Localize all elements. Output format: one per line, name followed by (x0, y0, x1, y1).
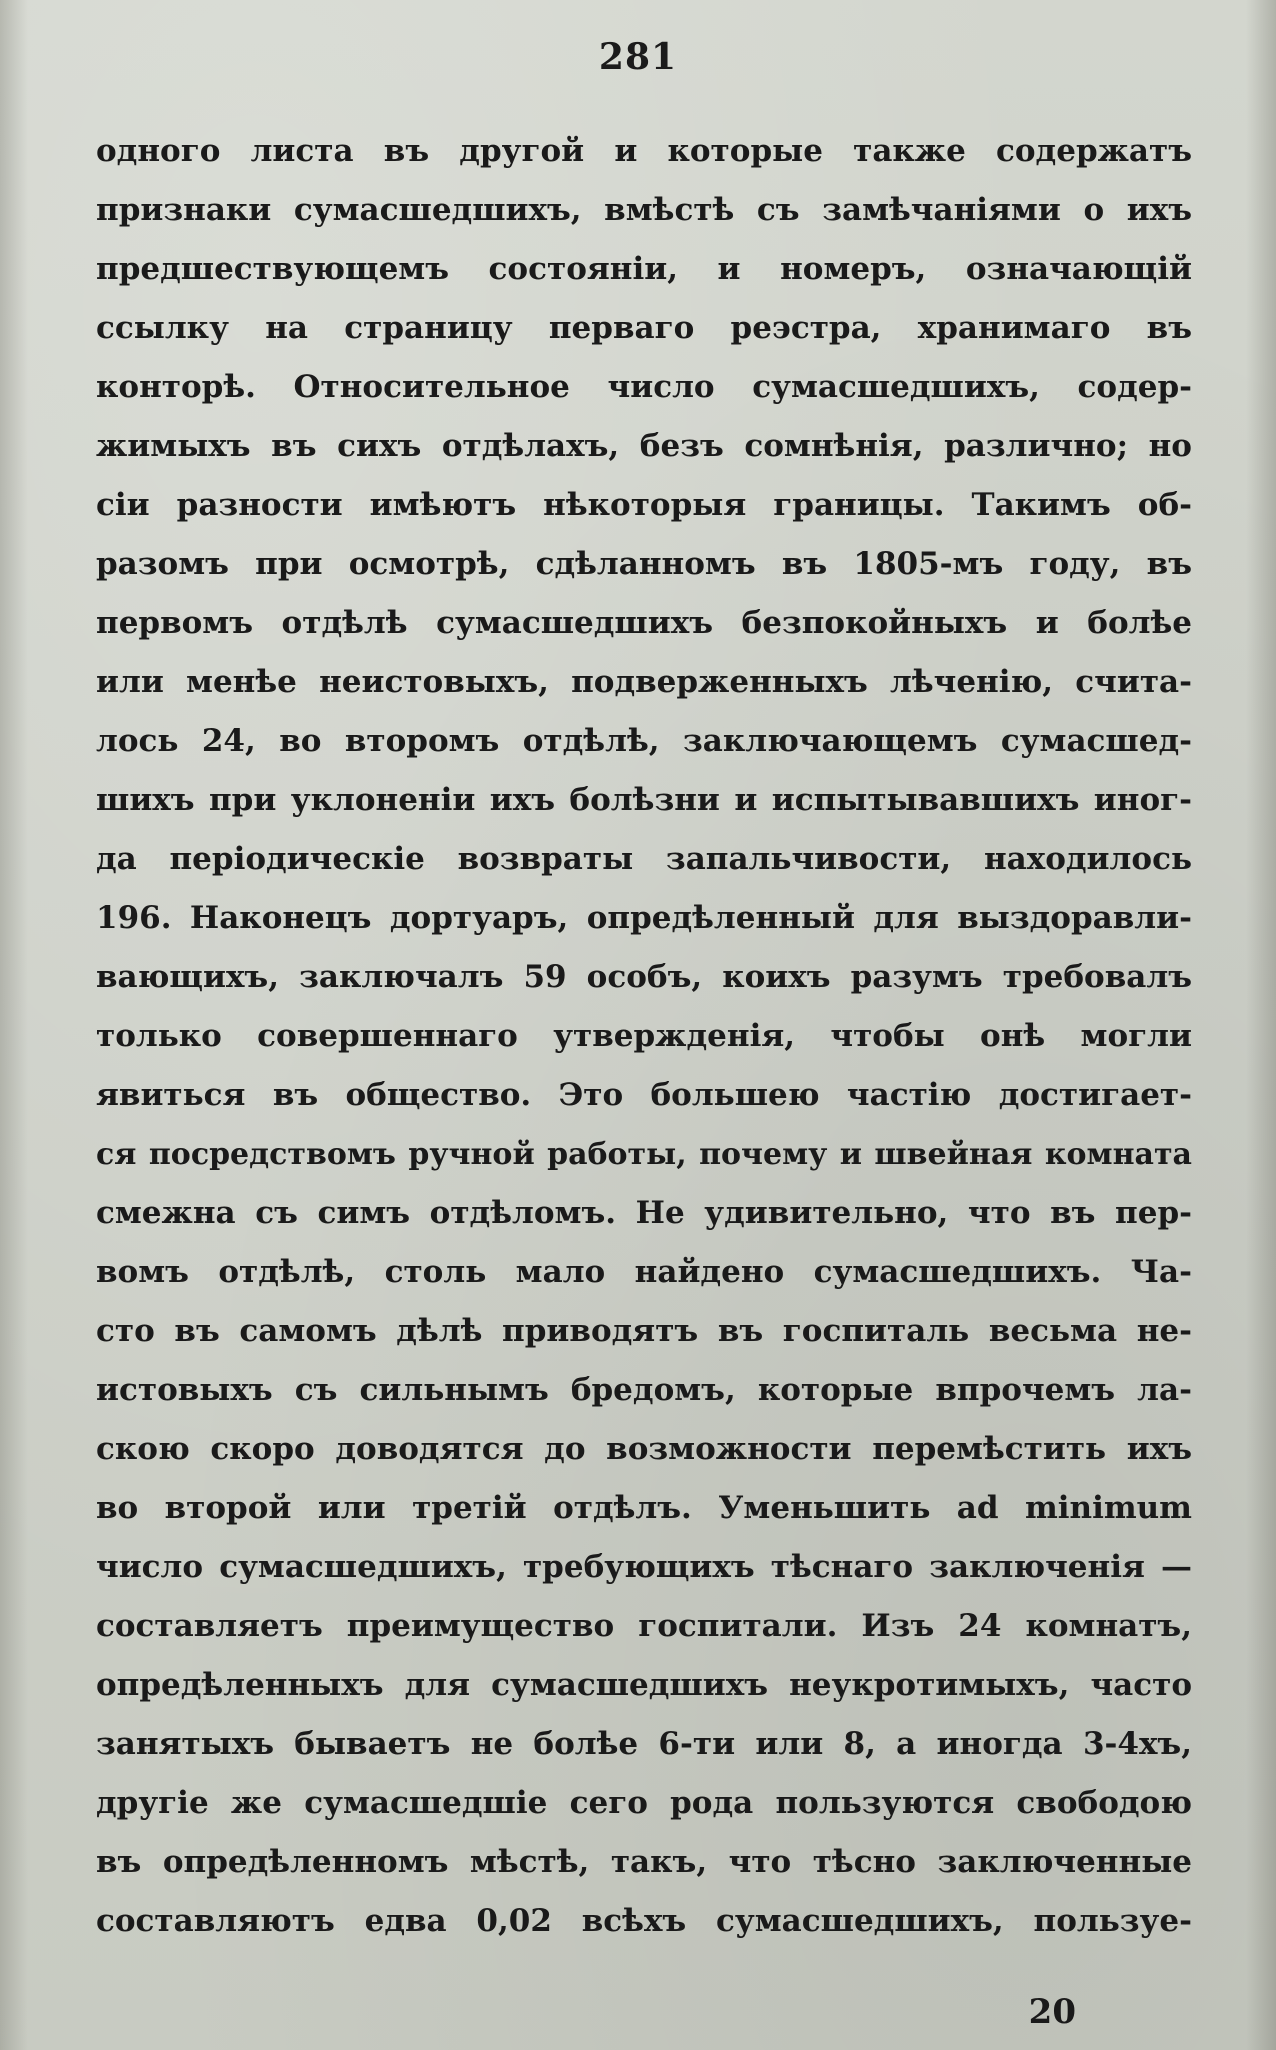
text-line: лось 24, во второмъ отдѣлѣ, заключающемъ сумасшед- (96, 723, 1192, 759)
text-line: предшествующемъ состояніи, и номеръ, означающій (96, 251, 1192, 287)
text-line: одного листа въ другой и которые также содержатъ (96, 133, 1192, 169)
text-line: занятыхъ бываетъ не болѣе 6-ти или 8, а иногда 3-4хъ, (96, 1726, 1192, 1762)
text-line: составляютъ едва 0,02 всѣхъ сумасшедшихъ, пользуе- (96, 1903, 1192, 1939)
text-line: смежна съ симъ отдѣломъ. Не удивительно, что въ пер- (96, 1195, 1192, 1231)
page-left-edge (0, 0, 28, 2050)
text-line: сіи разности имѣютъ нѣкоторыя границы. Такимъ об- (96, 487, 1192, 523)
text-line: въ опредѣленномъ мѣстѣ, такъ, что тѣсно заключенные (96, 1844, 1192, 1880)
text-line: вающихъ, заключалъ 59 особъ, коихъ разумъ требовалъ (96, 959, 1192, 995)
signature-mark: 20 (1028, 1992, 1076, 2032)
text-line: скою скоро доводятся до возможности перемѣстить ихъ (96, 1431, 1192, 1467)
text-line: ссылку на страницу перваго реэстра, хранимаго въ (96, 310, 1192, 346)
text-line: вомъ отдѣлѣ, столь мало найдено сумасшедшихъ. Ча- (96, 1254, 1192, 1290)
text-line: число сумасшедшихъ, требующихъ тѣснаго заключенія — (96, 1549, 1192, 1585)
text-line: или менѣе неистовыхъ, подверженныхъ лѣченію, счита- (96, 664, 1192, 700)
page-right-edge (1246, 0, 1276, 2050)
text-line: опредѣленныхъ для сумасшедшихъ неукротимыхъ, часто (96, 1667, 1192, 1703)
text-line: разомъ при осмотрѣ, сдѣланномъ въ 1805-мъ году, въ (96, 546, 1192, 582)
text-line: во второй или третій отдѣлъ. Уменьшить ad minimum (96, 1490, 1192, 1526)
body-text (96, 122, 1192, 1951)
text-line: шихъ при уклоненіи ихъ болѣзни и испытывавшихъ иног- (96, 782, 1192, 818)
page-number: 281 (598, 36, 678, 78)
text-line: другіе же сумасшедшіе сего рода пользуются свободою (96, 1785, 1192, 1821)
text-line: конторѣ. Относительное число сумасшедшихъ, содер- (96, 369, 1192, 405)
text-line: составляетъ преимущество госпитали. Изъ 24 комнатъ, (96, 1608, 1192, 1644)
text-line: 196. Наконецъ дортуаръ, опредѣленный для выздоравли- (96, 900, 1192, 936)
text-line: признаки сумасшедшихъ, вмѣстѣ съ замѣчаніями о ихъ (96, 192, 1192, 228)
text-line: сто въ самомъ дѣлѣ приводятъ въ госпиталь весьма не- (96, 1313, 1192, 1349)
text-line: только совершеннаго утвержденія, чтобы онѣ могли (96, 1018, 1192, 1054)
text-line: первомъ отдѣлѣ сумасшедшихъ безпокойныхъ и болѣе (96, 605, 1192, 641)
text-line: явиться въ общество. Это большею частію достигает- (96, 1077, 1192, 1113)
text-line: истовыхъ съ сильнымъ бредомъ, которые впрочемъ ла- (96, 1372, 1192, 1408)
text-line: да періодическіе возвраты запальчивости, находилось (96, 841, 1192, 877)
text-line: ся посредствомъ ручной работы, почему и швейная комната (96, 1137, 1192, 1172)
text-line: жимыхъ въ сихъ отдѣлахъ, безъ сомнѣнія, различно; но (96, 428, 1192, 464)
